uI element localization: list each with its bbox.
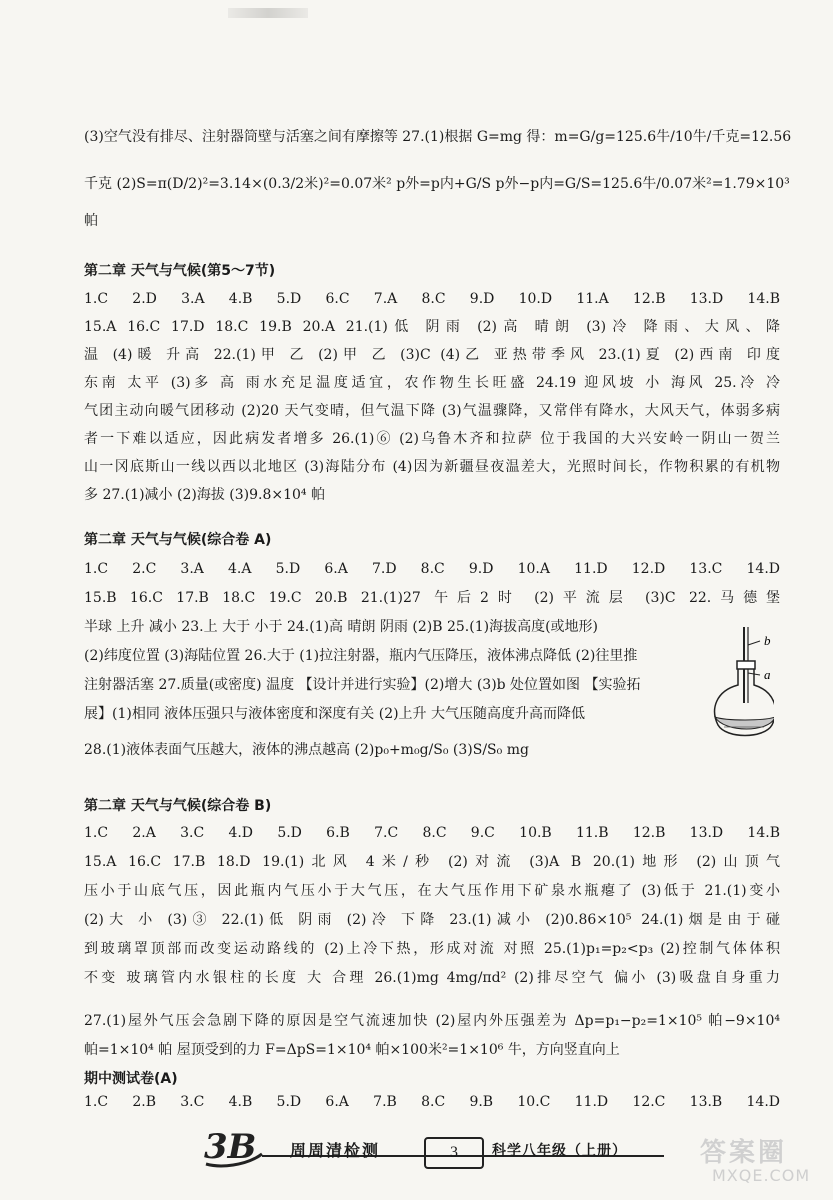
watermark-url: MXQE.COM	[712, 1166, 811, 1185]
page-number: 3	[424, 1137, 484, 1169]
answer-line: 1.C 2.D 3.A 4.B 5.D 6.C 7.A 8.C 9.D 10.D 11.A 12.B 13.D 14.B	[84, 291, 780, 307]
subject-label: 科学八年级（上册）	[492, 1143, 627, 1159]
answer-line: 者一下难以适应，因此病发者增多 26.(1)⑥ (2)乌鲁木齐和拉萨 位于我国的大兴安岭一阴山一贺兰	[84, 431, 780, 447]
answer-line: 温 (4)暖 升高 22.(1)甲 乙 (2)甲 乙 (3)C (4)乙 亚热带季风 23.(1)夏 (2)西南 印度	[84, 347, 780, 363]
answer-line: (2)大 小 (3)③ 22.(1)低 阴雨 (2)冷 下降 23.(1)减小 (2)0.86×10⁵ 24.(1)烟是由于碰	[84, 912, 780, 928]
answer-line: 27.(1)屋外气压会急剧下降的原因是空气流速加快 (2)屋内外压强差为 Δp=p₁−p₂=1×10⁵ 帕−9×10⁴	[84, 1013, 780, 1029]
svg-text:3B: 3B	[204, 1127, 257, 1167]
label-b: b	[764, 633, 771, 648]
flask-diagram	[704, 625, 774, 745]
answer-line: 28.(1)液体表面气压越大，液体的沸点越高 (2)p₀+m₀g/S₀ (3)S/S₀ mg	[84, 742, 529, 758]
answer-line: 千克 (2)S=π(D/2)²=3.14×(0.3/2米)²=0.07米² p外=p内+G/S p外−p内=G/S=125.6牛/0.07米²=1.79×10³	[84, 176, 790, 192]
answer-line: 不变 玻璃管内水银柱的长度 大 合理 26.(1)mg 4mg/πd² (2)排尽空气 偏小 (3)吸盘自身重力	[84, 970, 780, 986]
label-a: a	[764, 667, 771, 682]
answer-line: 山一冈底斯山一线以西以北地区 (3)海陆分布 (4)因为新疆昼夜温差大，光照时间长，作物积累的有机物	[84, 459, 780, 475]
answer-line: 1.C 2.B 3.C 4.B 5.D 6.A 7.B 8.C 9.B 10.C 11.D 12.C 13.B 14.D	[84, 1094, 780, 1110]
section-title: 第二章 天气与气候(综合卷 A)	[84, 532, 272, 548]
scan-smudge	[228, 8, 308, 18]
brand-name: 周周清检测	[290, 1141, 381, 1160]
label-b-pointer	[748, 641, 760, 645]
answer-line: 15.B 16.C 17.B 18.C 19.C 20.B 21.(1)27 午后2时 (2)平流层 (3)C 22.马德堡	[84, 590, 780, 606]
answer-line: 到玻璃罩顶部而改变运动路线的 (2)上冷下热，形成对流 对照 25.(1)p₁=p₂<p₃ (2)控制气体体积	[84, 941, 780, 957]
answer-line: 帕=1×10⁴ 帕 屋顶受到的力 F=ΔpS=1×10⁴ 帕×100米²=1×10⁶ 牛，方向竖直向上	[84, 1042, 620, 1058]
answer-line: 1.C 2.C 3.A 4.A 5.D 6.A 7.D 8.C 9.D 10.A 11.D 12.D 13.C 14.D	[84, 561, 780, 577]
answer-line: 15.A 16.C 17.D 18.C 19.B 20.A 21.(1)低 阴雨 (2)高 晴朗 (3)冷 降雨、大风、降	[84, 319, 780, 335]
answer-line: 多 27.(1)减小 (2)海拔 (3)9.8×10⁴ 帕	[84, 487, 325, 503]
answer-line: 展】(1)相同 液体压强只与液体密度和深度有关 (2)上升 大气压随高度升高而降低	[84, 706, 586, 722]
section-title: 期中测试卷(A)	[84, 1071, 178, 1087]
stopper	[737, 661, 755, 669]
answer-line: 1.C 2.A 3.C 4.D 5.D 6.B 7.C 8.C 9.C 10.B 11.B 12.B 13.D 14.B	[84, 825, 780, 841]
watermark: 答案圈	[700, 1138, 788, 1168]
answer-line: 气团主动向暖气团移动 (2)20 天气变晴，但气温下降 (3)气温骤降，又常伴有降水，大风天气，体弱多病	[84, 403, 780, 419]
answer-line: 压小于山底气压，因此瓶内气压小于大气压，在大气压作用下矿泉水瓶瘪了 (3)低于 21.(1)变小	[84, 883, 780, 899]
answer-line: 半球 上升 减小 23.上 大于 小于 24.(1)高 晴朗 阴雨 (2)B 25.(1)海拔高度(或地形)	[84, 619, 598, 635]
answer-line: (3)空气没有排尽、注射器筒壁与活塞之间有摩擦等 27.(1)根据 G=mg 得：m=G/g=125.6牛/10牛/千克=12.56	[84, 129, 792, 145]
answer-line: 帕	[84, 213, 98, 229]
answer-line: (2)纬度位置 (3)海陆位置 26.大于 (1)拉注射器，瓶内气压降压，液体沸点降低 (2)往里推	[84, 648, 638, 664]
answer-line: 注射器活塞 27.质量(或密度) 温度 【设计并进行实验】(2)增大 (3)b 处位置如图 【实验拓	[84, 677, 641, 693]
section-title: 第二章 天气与气候(第5～7节)	[84, 263, 276, 279]
answer-line: 15.A 16.C 17.B 18.D 19.(1)北风 4米/秒 (2)对流 (3)A B 20.(1)地形 (2)山顶气	[84, 854, 780, 870]
answer-line: 东南 太平 (3)多 高 雨水充足温度适宜，农作物生长旺盛 24.19 迎风坡 小 海风 25.冷 冷	[84, 375, 780, 391]
section-title: 第二章 天气与气候(综合卷 B)	[84, 798, 272, 814]
brand-logo-icon	[202, 1124, 264, 1168]
